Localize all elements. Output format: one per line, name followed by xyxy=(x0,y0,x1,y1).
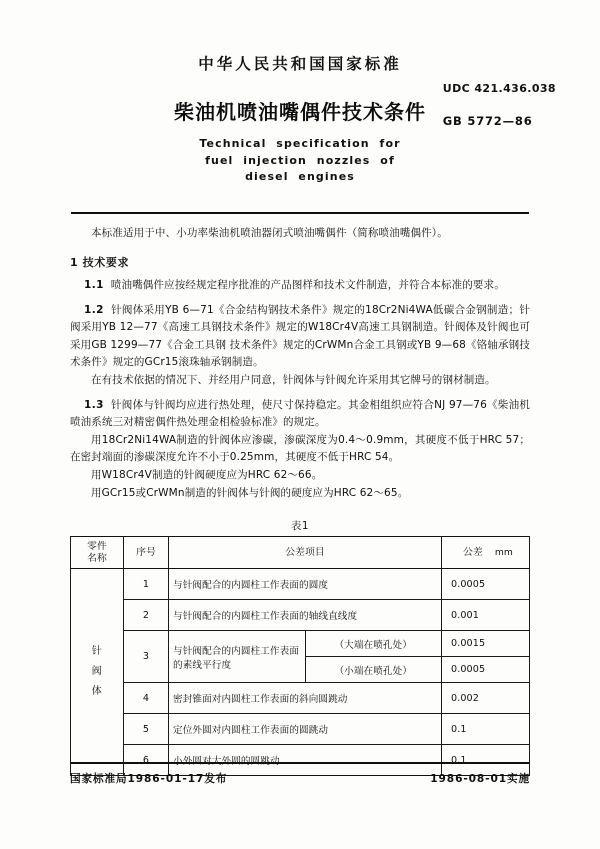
row-tolerance: 0.001 xyxy=(442,600,530,631)
document-footer xyxy=(70,762,530,786)
effective-date: 1986-08-01实施 xyxy=(430,773,530,785)
title-english-line-1: Technical specification for xyxy=(199,137,401,150)
row-index: 3 xyxy=(124,631,169,683)
header-part-name-line1: 零件 xyxy=(87,540,107,552)
header-item: 公差项目 xyxy=(169,537,442,569)
table-header-row xyxy=(71,537,530,569)
header-part-name-line2: 名称 xyxy=(87,552,107,564)
clause-1-2 xyxy=(70,302,530,372)
title-english-line-2: fuel injection nozzles of xyxy=(205,153,395,167)
section-1-heading: 1 技术要求 xyxy=(70,256,130,270)
row-tolerance: 0.0005 xyxy=(442,657,530,683)
row-tolerance: 0.1 xyxy=(442,745,530,776)
part-name-cell xyxy=(71,569,124,776)
clause-1-3-text: 针阀体与针阀均应进行热处理，使尺寸保持稳定。其金相组织应符合NJ 97—76《柴油机喷油系统三对精密偶件热处理金相检验标准》的规定。 xyxy=(70,398,530,429)
row-item: 定位外圆对内圆柱工作表面的圆跳动 xyxy=(169,714,442,745)
row-item: 与针阀配合的内圆柱工作表面的素线平行度 xyxy=(169,631,306,683)
scope-paragraph: 本标准适用于中、小功率柴油机喷油器闭式喷油嘴偶件（简称喷油嘴偶件）。 xyxy=(91,226,448,239)
table-row xyxy=(71,631,530,657)
row-index: 1 xyxy=(124,569,169,600)
header-tolerance xyxy=(442,537,530,569)
table-row xyxy=(71,600,530,631)
row-note: （大端在喷孔处） xyxy=(305,631,442,657)
row-item: 与针阀配合的内圆柱工作表面的轴线直线度 xyxy=(169,600,442,631)
row-tolerance: 0.002 xyxy=(442,683,530,714)
clause-1-3-number: 1.3 xyxy=(84,398,104,411)
clause-1-3-paragraph-3: 用W18Cr4V制造的针阀硬度应为HRC 62～66。 xyxy=(91,469,323,482)
footer-content xyxy=(70,771,530,786)
clause-1-1 xyxy=(70,277,530,295)
clause-1-2-number: 1.2 xyxy=(84,303,104,316)
issuer-mark: 中华人民共和国国家标准 xyxy=(198,55,402,73)
header-part-name xyxy=(71,537,124,569)
udc-code: UDC 421.436.038 xyxy=(442,82,556,95)
document-body xyxy=(70,214,530,503)
issue-date: 国家标准局1986-01-17发布 xyxy=(70,773,228,785)
title-english-line-3: diesel engines xyxy=(245,170,355,183)
standard-number: GB 5772—86 xyxy=(442,114,533,128)
clause-1-1-text: 喷油嘴偶件应按经规定程序批准的产品图样和技术文件制造，并符合本标准的要求。 xyxy=(110,279,505,292)
row-index: 4 xyxy=(124,683,169,714)
row-tolerance: 0.0015 xyxy=(442,631,530,657)
clause-1-3-paragraph-2: 用18Cr2Ni14WA制造的针阀体应渗碳，渗碳深度为0.4～0.9mm，其硬度不低于HRC 57；在密封端面的渗碳深度允许不小于0.25mm，其硬度不低于HRC 54。 xyxy=(70,433,530,464)
clause-1-2-note: 在有技术依据的情况下、并经用户同意，针阀体与针阀允许采用其它牌号的钢材制造。 xyxy=(91,374,496,387)
row-tolerance: 0.1 xyxy=(442,714,530,745)
header-tolerance-label: 公差 xyxy=(463,546,483,558)
clause-1-1-number: 1.1 xyxy=(84,279,104,292)
part-name-vertical: 针 阀 体 xyxy=(91,646,103,698)
table-row xyxy=(71,683,530,714)
header-index: 序号 xyxy=(124,537,169,569)
header-tolerance-unit: mm xyxy=(494,546,513,558)
table-row xyxy=(71,569,530,600)
row-index: 5 xyxy=(124,714,169,745)
row-index: 2 xyxy=(124,600,169,631)
row-item: 与针阀配合的内圆柱工作表面的圆度 xyxy=(169,569,442,600)
row-index: 6 xyxy=(124,745,169,776)
row-item: 小外圆对大外圆的圆跳动 xyxy=(169,745,442,776)
clause-1-3 xyxy=(70,397,530,432)
tolerance-table xyxy=(70,536,530,776)
clause-1-2-text: 针阀体采用YB 6—71《合金结构钢技术条件》规定的18Cr2Ni4WA低碳合金钢制造；针阀采用YB 12—77《高速工具钢技术条件》规定的W18Cr4V高速工具钢制造。针阀体及针阀也可采用GB 1299—77《合金工具钢 技术条件》规定的CrWMn合金工具钢或YB 9—68《铬轴承钢技术条件》规定的GCr15滚珠轴承钢制造。 xyxy=(70,303,530,369)
table-row xyxy=(71,714,530,745)
clause-1-3-paragraph-4: 用GCr15或CrWMn制造的针阀体与针阀的硬度应为HRC 62～65。 xyxy=(91,486,409,499)
standard-identifiers xyxy=(443,82,556,128)
row-item: 密封锥面对内圆柱工作表面的斜向圆跳动 xyxy=(169,683,442,714)
footer-divider xyxy=(70,762,530,764)
document-header xyxy=(0,0,600,186)
table-caption: 表1 xyxy=(290,520,310,533)
specification-table-wrapper xyxy=(70,518,530,776)
page-title: 柴油机喷油嘴偶件技术条件 xyxy=(174,100,426,124)
row-note: （小端在喷孔处） xyxy=(305,657,442,683)
page-title-english xyxy=(0,136,600,186)
row-tolerance: 0.0005 xyxy=(442,569,530,600)
